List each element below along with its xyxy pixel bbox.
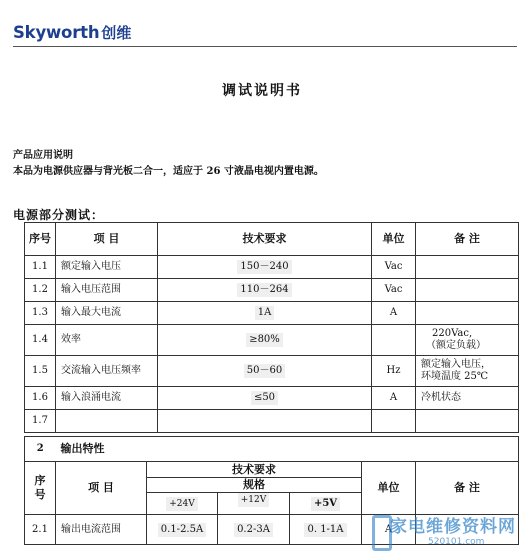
row-requirement <box>158 325 372 356</box>
row-item: 交流输入电压频率 <box>56 356 158 387</box>
row-no: 1.3 <box>25 302 56 325</box>
row-unit <box>372 410 416 433</box>
intro-text: 本品为电源供应器与背光板二合一，适应于 26 寸液晶电视内置电源。 <box>13 166 324 177</box>
header-item: 项 目 <box>56 223 158 256</box>
row-note <box>416 279 519 302</box>
row-item: 额定输入电压 <box>56 256 158 279</box>
voltage-label: +5V <box>311 497 340 511</box>
voltage-24v <box>147 493 218 515</box>
row-requirement <box>158 387 372 410</box>
row-note <box>416 410 519 433</box>
row-no: 1.1 <box>25 256 56 279</box>
current-value: 0.1-2.5A <box>158 523 206 537</box>
requirement-value: 110－264 <box>237 283 291 297</box>
table-row <box>25 325 519 356</box>
row-item: 输出电流范围 <box>56 515 147 545</box>
row-unit: Hz <box>372 356 416 387</box>
row-requirement <box>158 410 372 433</box>
row-note <box>416 302 519 325</box>
row-unit: A <box>372 387 416 410</box>
document-title: 调试说明书 <box>222 83 302 99</box>
voltage-12v <box>218 493 290 515</box>
row-no: 1.6 <box>25 387 56 410</box>
row-unit: A <box>372 302 416 325</box>
header-unit: 单位 <box>362 462 416 515</box>
section-no: 2 <box>25 437 56 462</box>
section-power-test-title: 电源部分测试： <box>13 208 105 222</box>
table-row <box>25 279 519 302</box>
row-unit <box>372 325 416 356</box>
section-title: 输出特性 <box>56 437 519 462</box>
row-requirement <box>158 279 372 302</box>
watermark-logo-icon <box>372 515 392 551</box>
table-row <box>25 302 519 325</box>
requirement-value: ≥80% <box>246 333 283 347</box>
header-no: 序号 <box>25 223 56 256</box>
note-line: 环境温度 25℃ <box>421 371 489 382</box>
power-test-table <box>24 222 519 433</box>
row-item <box>56 410 158 433</box>
row-item: 输入最大电流 <box>56 302 158 325</box>
row-requirement <box>158 256 372 279</box>
requirement-value: 150－240 <box>237 260 291 274</box>
brand-logo <box>13 22 131 43</box>
row-no: 1.5 <box>25 356 56 387</box>
requirement-value: 50－60 <box>244 364 285 378</box>
row-note <box>416 356 519 387</box>
header-note: 备 注 <box>416 223 519 256</box>
current-value: 0.2-3A <box>234 523 273 537</box>
voltage-5v <box>290 493 362 515</box>
row-no: 1.2 <box>25 279 56 302</box>
section-row <box>25 437 519 462</box>
row-item: 效率 <box>56 325 158 356</box>
intro-heading: 产品应用说明 <box>13 150 73 161</box>
table-header-row <box>25 462 519 478</box>
header-no <box>25 462 56 515</box>
row-5v-current <box>290 515 362 545</box>
header-item: 项 目 <box>56 462 147 515</box>
table-row <box>25 387 519 410</box>
current-value: 0. 1-1A <box>304 523 346 537</box>
row-item: 输入电压范围 <box>56 279 158 302</box>
row-no: 2.1 <box>25 515 56 545</box>
requirement-value: 1A <box>255 306 275 320</box>
voltage-label: +24V <box>166 497 198 511</box>
table-row <box>25 410 519 433</box>
header-note: 备 注 <box>416 462 519 515</box>
row-12v-current <box>218 515 290 545</box>
header-requirement: 技术要求 <box>147 462 362 478</box>
voltage-label: +12V <box>238 493 270 507</box>
watermark-url: 520101.com <box>428 537 485 547</box>
row-unit: Vac <box>372 279 416 302</box>
brand-name-cn: 创维 <box>101 24 132 42</box>
row-note: 冷机状态 <box>416 387 519 410</box>
row-unit: A <box>362 515 416 545</box>
row-item: 输入浪涌电流 <box>56 387 158 410</box>
header-no-text: 序号 <box>34 474 46 501</box>
watermark-text: 家电维修资料网 <box>390 517 516 537</box>
row-unit: Vac <box>372 256 416 279</box>
row-requirement <box>158 302 372 325</box>
row-note <box>416 256 519 279</box>
row-requirement <box>158 356 372 387</box>
note-line: 额定输入电压， <box>421 359 491 370</box>
table-header-row <box>25 223 519 256</box>
row-note <box>416 325 519 356</box>
note-line: 220Vac, <box>432 328 473 339</box>
row-no: 1.4 <box>25 325 56 356</box>
header-spec: 规格 <box>147 478 362 493</box>
row-24v-current <box>147 515 218 545</box>
note-line: （额定负载） <box>426 340 486 351</box>
header-unit: 单位 <box>372 223 416 256</box>
requirement-value: ≤50 <box>251 391 278 405</box>
row-no: 1.7 <box>25 410 56 433</box>
header-requirement: 技术要求 <box>158 223 372 256</box>
header-divider <box>13 46 517 47</box>
brand-name-en: Skyworth <box>13 23 100 42</box>
table-row <box>25 256 519 279</box>
table-row <box>25 356 519 387</box>
